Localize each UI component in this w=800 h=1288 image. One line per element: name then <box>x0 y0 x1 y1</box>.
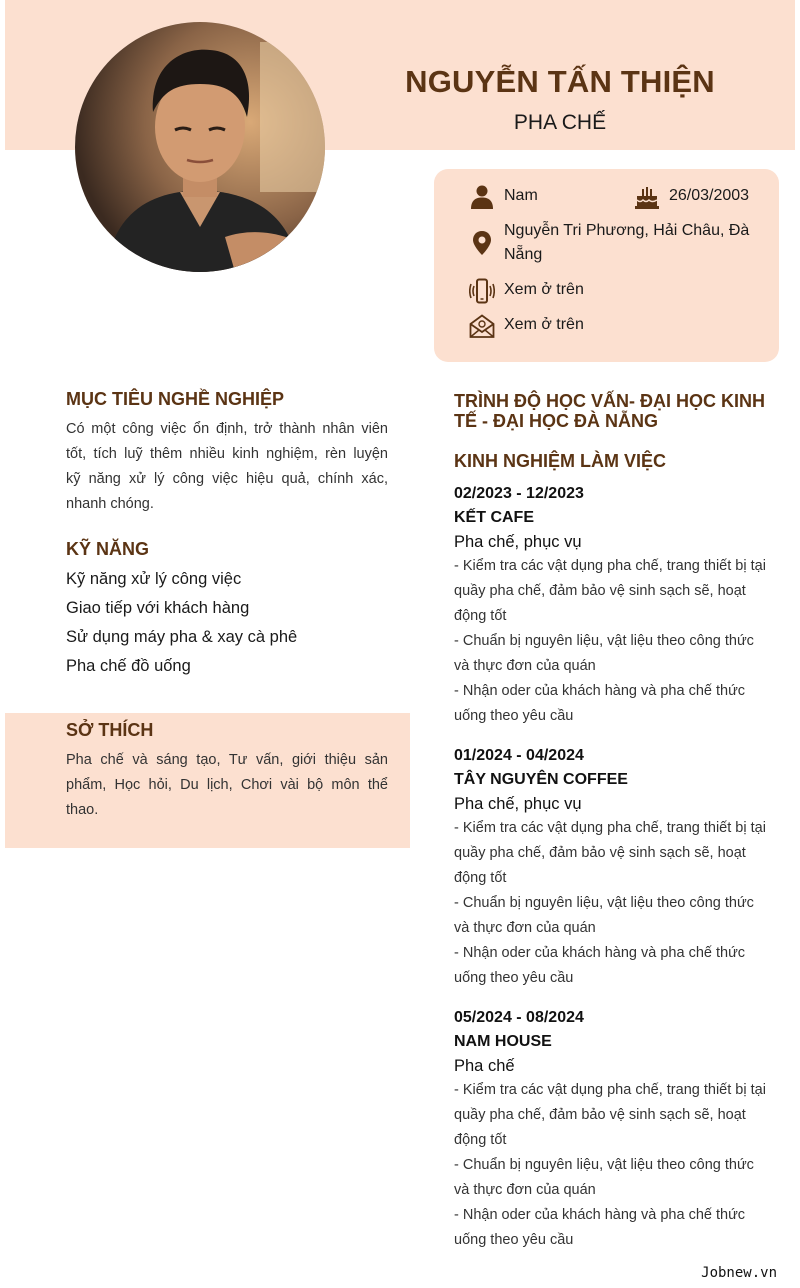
job-duty-line: động tốt <box>454 870 507 886</box>
job-duty-line: - Nhận oder của khách hàng và pha chế thức <box>454 945 746 961</box>
email-row <box>469 313 584 339</box>
dob-value: 26/03/2003 <box>669 187 750 204</box>
job-duty-line: quầy pha chế, đảm bảo vệ sinh sạch sẽ, hoạt <box>454 583 746 599</box>
job-date: 02/2023 - 12/2023 <box>454 485 584 502</box>
job-date: 01/2024 - 04/2024 <box>454 747 584 764</box>
job-duty-line: và thực đơn của quán <box>454 658 596 674</box>
gender-value: Nam <box>504 187 538 204</box>
profile-photo <box>75 22 325 272</box>
contact-card <box>434 169 779 362</box>
hobbies-line: thao. <box>66 802 99 818</box>
address-line-2: Nẵng <box>504 246 543 263</box>
job-title: PHA CHẾ <box>513 111 607 134</box>
objective-line: Có một công việc ổn định, trở thành nhân viên <box>66 421 388 437</box>
person-icon <box>469 184 495 210</box>
education-title <box>454 391 784 431</box>
education-line: TRÌNH ĐỘ HỌC VẤN- ĐẠI HỌC KINH <box>454 391 765 411</box>
skill-item: Sử dụng máy pha & xay cà phê <box>66 628 298 646</box>
job-duty-line: uống theo yêu cầu <box>454 1232 574 1248</box>
job-entry <box>454 744 784 991</box>
job-duty-line: - Kiểm tra các vật dụng pha chế, trang thiết bị tại <box>454 1082 766 1098</box>
objective-title: MỤC TIÊU NGHỀ NGHIỆP <box>66 389 285 409</box>
address-row <box>469 219 749 267</box>
job-duty-line: - Chuẩn bị nguyên liệu, vật liệu theo công thức <box>454 895 754 911</box>
address-line-1: Nguyễn Tri Phương, Hải Châu, Đà <box>504 222 750 239</box>
job-duty-line: uống theo yêu cầu <box>454 970 574 986</box>
job-duty-line: động tốt <box>454 608 507 624</box>
job-duty-line: động tốt <box>454 1132 507 1148</box>
job-role: Pha chế <box>454 1057 515 1075</box>
gender-row <box>469 184 538 210</box>
location-pin-icon <box>469 230 495 256</box>
job-role: Pha chế, phục vụ <box>454 533 582 551</box>
job-entry <box>454 482 784 729</box>
job-duty-line: quầy pha chế, đảm bảo vệ sinh sạch sẽ, hoạt <box>454 845 746 861</box>
job-duty-line: quầy pha chế, đảm bảo vệ sinh sạch sẽ, hoạt <box>454 1107 746 1123</box>
job-duty-line: - Kiểm tra các vật dụng pha chế, trang thiết bị tại <box>454 820 766 836</box>
job-duty-line: uống theo yêu cầu <box>454 708 574 724</box>
job-company: TÂY NGUYÊN COFFEE <box>454 771 628 788</box>
job-company: NAM HOUSE <box>454 1033 552 1050</box>
objective-line: kỹ năng xử lý công việc hiệu quả, chính xác, <box>66 471 388 487</box>
birthday-cake-icon <box>634 184 660 210</box>
email-value: Xem ở trên <box>504 316 584 333</box>
job-duty-line: - Chuẩn bị nguyên liệu, vật liệu theo công thức <box>454 1157 754 1173</box>
objective-line: tốt, tích luỹ thêm nhiều kinh nghiệm, rèn luyện <box>66 446 388 462</box>
skill-item: Giao tiếp với khách hàng <box>66 599 250 617</box>
hobbies-line: Pha chế và sáng tạo, Tư vấn, giới thiệu sản <box>66 752 388 768</box>
job-date: 05/2024 - 08/2024 <box>454 1009 584 1026</box>
objective-line: nhanh chóng. <box>66 496 154 512</box>
job-duty-line: và thực đơn của quán <box>454 920 596 936</box>
hobbies-line: phẩm, Học hỏi, Du lịch, Chơi vài bộ môn thể <box>66 777 388 793</box>
phone-icon <box>469 278 495 304</box>
job-duty-line: - Chuẩn bị nguyên liệu, vật liệu theo công thức <box>454 633 754 649</box>
hobbies-text <box>66 748 388 823</box>
watermark: Jobnew.vn <box>701 1265 777 1281</box>
job-entry <box>454 1006 784 1253</box>
skill-item: Pha chế đồ uống <box>66 657 191 675</box>
job-duty-line: - Nhận oder của khách hàng và pha chế thức <box>454 683 746 699</box>
objective-text <box>66 417 388 517</box>
email-icon <box>469 313 495 339</box>
job-company: KẾT CAFE <box>454 509 534 526</box>
phone-row <box>469 278 584 304</box>
skills-title: KỸ NĂNG <box>66 539 150 559</box>
candidate-name: NGUYỄN TẤN THIỆN <box>405 64 715 99</box>
experience-title: KINH NGHIỆM LÀM VIỆC <box>454 451 667 471</box>
hobbies-title: SỞ THÍCH <box>66 720 154 740</box>
job-duty-line: - Kiểm tra các vật dụng pha chế, trang thiết bị tại <box>454 558 766 574</box>
education-line: TẾ - ĐẠI HỌC ĐÀ NẴNG <box>454 411 658 431</box>
job-duty-line: - Nhận oder của khách hàng và pha chế thức <box>454 1207 746 1223</box>
dob-row <box>634 184 749 210</box>
phone-value: Xem ở trên <box>504 281 584 298</box>
skill-item: Kỹ năng xử lý công việc <box>66 570 242 588</box>
job-duty-line: và thực đơn của quán <box>454 1182 596 1198</box>
job-role: Pha chế, phục vụ <box>454 795 582 813</box>
